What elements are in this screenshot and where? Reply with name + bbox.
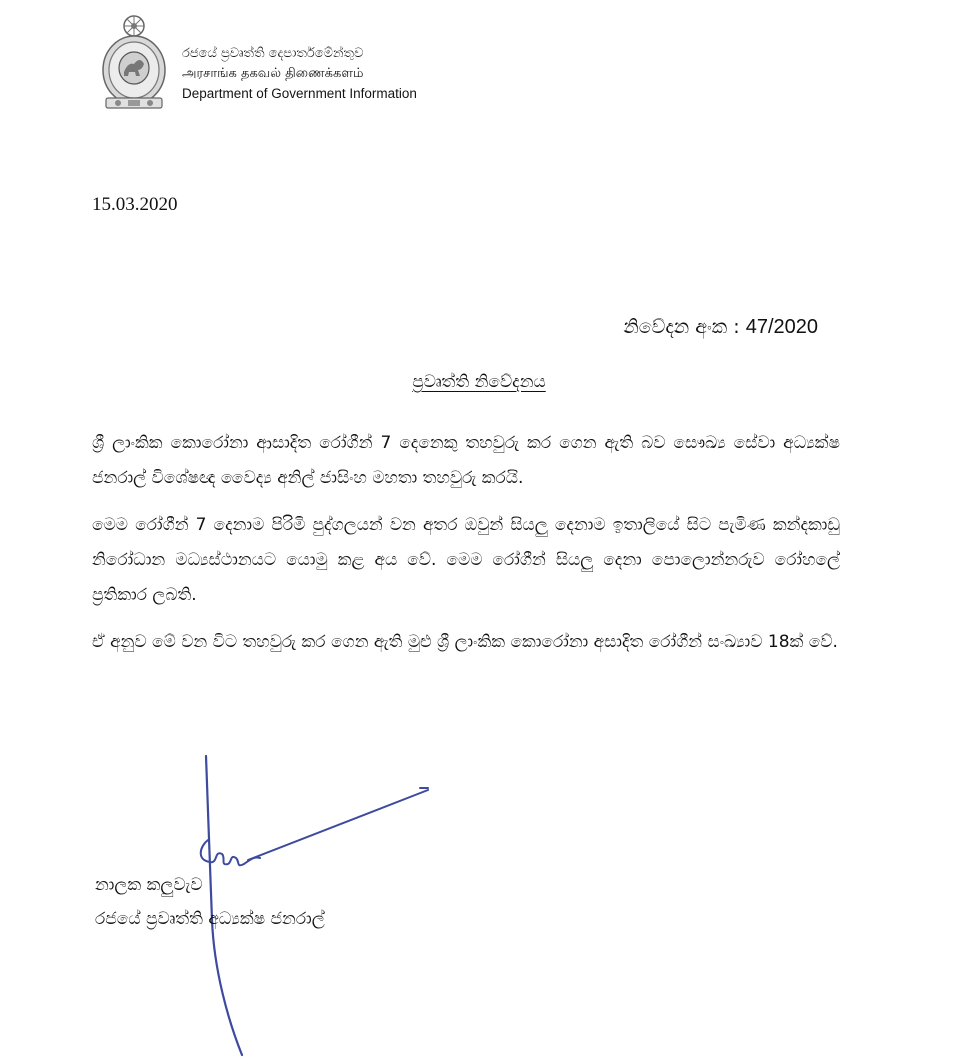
paragraph-1: ශ්‍රී ලාංකික කොරෝනා ආසාදිත රෝගීන් 7 දෙනෙකු තහවුරු කර ගෙන ඇති බව සෞඛ්‍ය සේවා අධ්‍යක්ෂ ජනරාල් විශේෂඥ වෛද්‍ය අනිල් ජාසිංහ මහතා තහවුරු කරයි.	[92, 433, 840, 488]
letterhead-sinhala: රජයේ ප්‍රවෘත්ති දෙපාර්තමේන්තුව	[182, 46, 364, 61]
letterhead	[98, 14, 518, 114]
release-number-label: නිවේදන අංක :	[623, 316, 740, 338]
release-date: 15.03.2020	[92, 194, 178, 215]
release-number	[623, 316, 818, 339]
signatory-title: රජයේ ප්‍රවෘත්ති අධ්‍යක්ෂ ජනරාල්	[95, 909, 325, 929]
release-number-value: 47/2020	[745, 316, 818, 338]
letterhead-tamil: அரசாங்க தகவல் திணைக்களம்	[182, 66, 364, 81]
document-heading	[0, 372, 958, 392]
document-body	[92, 426, 840, 672]
signatory-name: නාලක කලුවැව	[95, 875, 203, 895]
signatory-block	[95, 868, 325, 936]
paragraph-3: ඒ අනුව මේ වන විට තහවුරු කර ගෙන ඇති මුළු ශ්‍රී ලාංකික කොරෝනා අසාදිත රෝගීන් සංඛ්‍යාව 18ක් වේ.	[92, 632, 838, 652]
state-emblem-icon	[98, 14, 170, 112]
letterhead-english: Department of Government Information	[182, 86, 417, 101]
paragraph-2: මෙම රෝගීන් 7 දෙනාම පිරිමි පුද්ගලයන් වන අතර ඔවුන් සියලු දෙනාම ඉතාලියේ සිට පැමිණ කන්දකාඩු නිරෝධාන මධ්‍යස්ථානයට යොමු කළ අය වේ. මෙම රෝගීන් සියලු දෙනා පොලොන්නරුව රෝහලේ ප්‍රතිකාර ලබති.	[92, 515, 840, 605]
document-heading-text: ප්‍රවෘත්ති නිවේදනය	[412, 372, 546, 392]
letterhead-text	[182, 44, 417, 104]
